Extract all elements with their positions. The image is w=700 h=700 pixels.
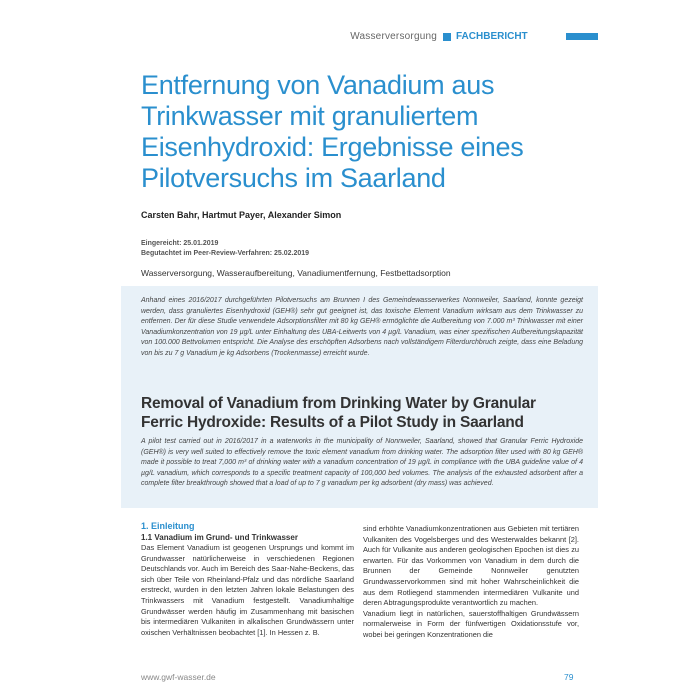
page-number: 79 (564, 672, 574, 682)
article-title-en: Removal of Vanadium from Drinking Water by Granular Ferric Hydroxide: Results of a Pilot Study in Saarland (141, 395, 536, 431)
subsection-heading: 1.1 Vanadium im Grund- und Trinkwasser (141, 533, 298, 542)
submission-dates (141, 239, 309, 259)
body-paragraph: sind erhöhte Vanadiumkonzentrationen aus Gebieten mit tertiären Vulkaniten des Vogelsberges und des Westerwaldes bekannt [2]. Auch für Vulkanite aus anderen geologischen Epochen ist dies zu erwarten. Für das Vorkommen von Vanadium in dem durch die Brunnen der Gemeinde Nonnweiler genutzten Grundwasservorkommen sind mit hoher Wahrscheinlichkeit die aus dem Rotliegend stammenden intermediären Vulkanite und deren Abtragungsprodukte verantwortlich zu machen. (363, 524, 579, 608)
received-date: Eingereicht: 25.01.2019 (141, 240, 219, 247)
section-heading: 1. Einleitung (141, 521, 195, 531)
header-accent-bar (566, 33, 598, 40)
body-paragraph: Vanadium liegt in natürlichen, sauerstoffhaltigen Grundwässern normalerweise in Form der fünfwertigen Oxidationsstufe vor, wobei bei geringen Konzentrationen die (363, 608, 579, 639)
keywords: Wasserversorgung, Wasseraufbereitung, Vanadiumentfernung, Festbettadsorption (141, 268, 451, 278)
header-section: Wasserversorgung (350, 31, 437, 42)
authors: Carsten Bahr, Hartmut Payer, Alexander Simon (141, 210, 342, 220)
review-date: Begutachtet im Peer-Review-Verfahren: 25.02.2019 (141, 250, 310, 257)
body-column-right (363, 524, 579, 641)
article-title-de: Entfernung von Vanadium aus Trinkwasser mit granuliertem Eisenhydroxid: Ergebnisse eines Pilotversuchs im Saarland (141, 70, 524, 193)
header-article-type: FACHBERICHT (456, 31, 528, 42)
abstract-en: A pilot test carried out in 2016/2017 in a waterworks in the municipality of Nonnweiler, Saarland, showed that Granular Ferric Hydroxide (GEH®) is very well suited to effectively remove the toxic element vanadium from drinking water. The adsorption filter used with 80 kg GEH® made it possible to treat 7,000 m³ of drinking water with a vanadium concentration of 19 µg/L in compliance with the UBA guideline value of 4 µg/L vanadium, which corresponds to a specific treatment capacity of 100,000 bed volumes. The analysis of the exhausted adsorbent after a complete filter breakthrough showed that a load of up to 7 g vanadium per kg adsorbent (dry mass) was achieved. (141, 438, 583, 488)
abstract-de: Anhand eines 2016/2017 durchgeführten Pilotversuchs am Brunnen I des Gemeindewasserwerkes Nonnweiler, Saarland, konnte gezeigt werden, dass granuliertes Eisenhydroxid (GEH®) sehr gut geeignet ist, das toxische Element Vanadium wirksam aus dem Trinkwasser zu entfernen. Der für diese Studie verwendete Adsorptionsfilter mit 80 kg GEH® ermöglichte die Aufbereitung von 7.000 m³ Trinkwasser mit einer Vanadiumkonzentration von 19 µg/L unter Einhaltung des UBA-Leitwerts von 4 µg/L Vanadium, was einer spezifischen Aufbereitungskapazität von 100.000 Bettvolumen entspricht. Die Analyse des erschöpften Adsorbens nach vollständigem Filterdurchbruch zeigte, dass eine Beladung von bis zu 7 g Vanadium je kg Adsorbens (Trockenmasse) erreicht wurde. (141, 297, 583, 357)
body-column-left (141, 521, 354, 638)
header-square-marker (443, 33, 451, 41)
body-paragraph: Das Element Vanadium ist geogenen Ursprungs und kommt im Grundwasser natürlicherweise in verschiedenen Regionen Deutschlands vor. Auch im Bereich des Saar-Nahe-Beckens, das sich über Teile von Rheinland-Pfalz und das nördliche Saarland erstreckt, wurden in den letzten Jahren lokale Belastungen des Trinkwassers mit Vanadium festgestellt. Vanadiumhaltige Grundwässer werden häufig im Zusammenhang mit basischen bis intermediären Vulkaniten in alkalischen Grundwässern unter oxischen Verhältnissen beobachtet [1]. In Hessen z. B. (141, 543, 354, 637)
footer-url: www.gwf-wasser.de (141, 672, 216, 682)
running-header (0, 31, 700, 45)
